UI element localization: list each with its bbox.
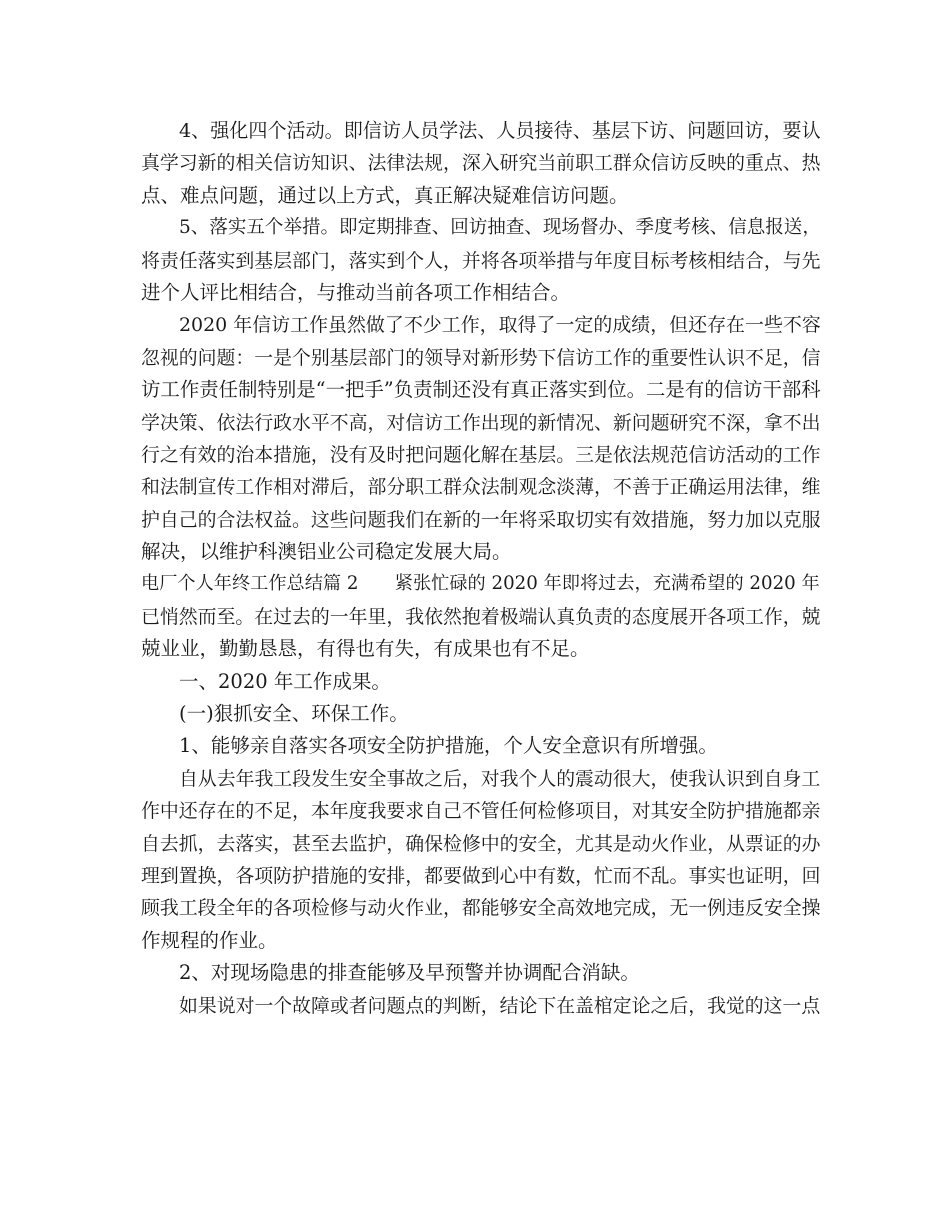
text-line: 顾我工段全年的各项检修与动火作业，都能够安全高效地完成，无一例违反安全操 [141, 897, 821, 920]
text-line: 作中还存在的不足，本年度我要求自己不管任何检修项目，对其安全防护措施都亲 [141, 800, 821, 823]
document-body [141, 115, 821, 1022]
text-line: 自从去年我工段发生安全事故之后，对我个人的震动很大，使我认识到自身工 [179, 767, 821, 790]
text-line: 5、落实五个举措。即定期排查、回访抽查、现场督办、季度考核、信息报送， [179, 217, 821, 239]
text-line: 作规程的作业。 [141, 928, 278, 952]
text-line: 真学习新的相关信访知识、法律法规，深入研究当前职工群众信访反映的重点、热 [141, 152, 821, 175]
text-line: 访工作责任制特别是“一把手”负责制还没有真正落实到位。二是有的信访干部科 [141, 378, 821, 402]
text-line: 学决策、依法行政水平不高，对信访工作出现的新情况、新问题研究不深，拿不出 [141, 411, 821, 434]
text-line: 兢业业，勤勤恳恳，有得也有失，有成果也有不足。 [141, 637, 590, 661]
text-line: 和法制宣传工作相对滞后，部分职工群众法制观念淡薄，不善于正确运用法律，维 [141, 476, 821, 499]
text-line: 自去抓，去落实，甚至去监护，确保检修中的安全，尤其是动火作业，从票证的办 [141, 832, 821, 855]
text-line: 2、对现场隐患的排查能够及早预警并协调配合消缺。 [179, 961, 640, 985]
text-line: (一)狠抓安全、环保工作。 [179, 702, 409, 726]
text-line: 行之有效的治本措施，没有及时把问题化解在基层。三是依法规范信访活动的工作 [141, 443, 821, 466]
text-line: 点、难点问题，通过以上方式，真正解决疑难信访问题。 [141, 183, 629, 207]
text-line: 解决，以维护科澳铝业公司稳定发展大局。 [141, 540, 512, 564]
text-line: 理到置换，各项防护措施的安排，都要做到心中有数，忙而不乱。事实也证明，回 [141, 864, 821, 887]
text-line: 护自己的合法权益。这些问题我们在新的一年将采取切实有效措施，努力加以克服 [141, 508, 821, 531]
text-line: 忽视的问题：一是个别基层部门的领导对新形势下信访工作的重要性认识不足，信 [141, 346, 821, 369]
text-line: 已悄然而至。在过去的一年里，我依然抱着极端认真负责的态度展开各项工作，兢 [141, 605, 821, 628]
text-line: 一、2020 年工作成果。 [179, 669, 391, 693]
text-line: 将责任落实到基层部门，落实到个人，并将各项举措与年度目标考核相结合，与先 [141, 249, 821, 272]
text-line: 1、能够亲自落实各项安全防护措施，个人安全意识有所增强。 [179, 734, 718, 758]
text-line: 2020 年信访工作虽然做了不少工作，取得了一定的成绩，但还存在一些不容 [179, 314, 821, 337]
text-line: 4、强化四个活动。即信访人员学法、人员接待、基层下访、问题回访，要认 [179, 120, 821, 142]
text-line: 进个人评比相结合，与推动当前各项工作相结合。 [141, 280, 571, 304]
text-line: 电厂个人年终工作总结篇 2 紧张忙碌的 2020 年即将过去，充满希望的 2020 年 [141, 573, 820, 595]
text-line: 如果说对一个故障或者问题点的判断，结论下在盖棺定论之后，我觉的这一点 [179, 994, 821, 1017]
